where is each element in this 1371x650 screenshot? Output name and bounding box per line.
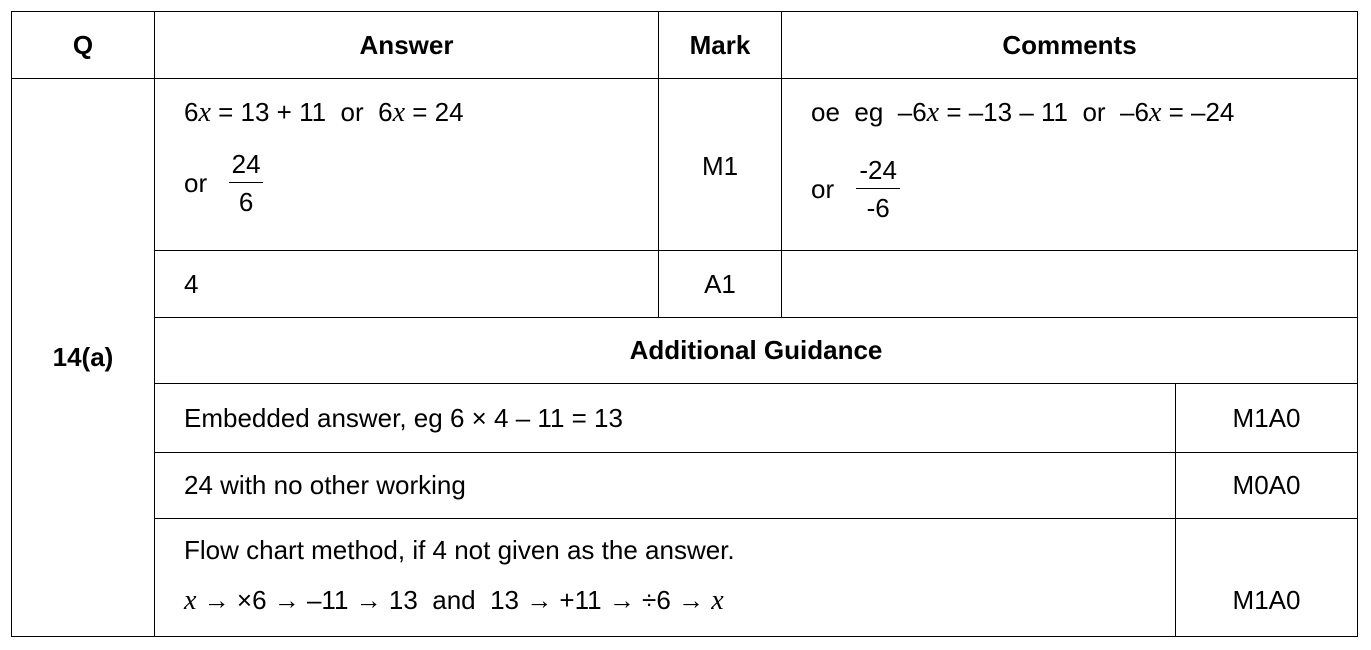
row2-mark: A1: [704, 268, 736, 299]
guidance-1-mark: M1A0: [1232, 402, 1301, 433]
row1-answer-equation: 6x = 13 + 11 or 6x = 24: [184, 97, 464, 128]
guidance-3-mark: M1A0: [1232, 585, 1301, 615]
row1-answer: [155, 79, 658, 250]
guidance-3-flow: x → ×6 → –11 → 13 and 13 → +11 → ÷6 → x: [184, 585, 724, 616]
answer-fraction: $\frac{24}{6}$: [229, 149, 263, 218]
guidance-2-mark: M0A0: [1232, 470, 1301, 500]
guidance-title: Additional Guidance: [629, 335, 883, 365]
header-q: Q: [72, 29, 94, 60]
guidance-2-text: 24 with no other working: [184, 470, 466, 500]
guidance-1-text: Embedded answer, eg 6 × 4 – 11 = 13: [184, 402, 623, 433]
guidance-3-line1: Flow chart method, if 4 not given as the answer.: [184, 535, 735, 565]
row1-comments-fraction-line: or $\frac{-24}{-6}$: [811, 155, 900, 224]
header-comments: Comments: [1002, 29, 1137, 60]
row2-comments: [782, 251, 1357, 317]
row1-answer-fraction-line: or $\frac{24}{6}$: [184, 149, 263, 218]
row1-mark: M1: [701, 151, 739, 181]
guidance-3: [155, 519, 1175, 636]
mark-scheme-table: [11, 11, 1358, 637]
row2-answer: 4: [184, 268, 199, 299]
comment-fraction: $\frac{-24}{-6}$: [856, 155, 900, 224]
question-number: 14(a): [52, 342, 114, 372]
header-mark: Mark: [689, 29, 751, 60]
header-answer: Answer: [359, 29, 454, 60]
row1-comments-equation: oe eg –6x = –13 – 11 or –6x = –24: [811, 97, 1235, 128]
row1-comments: [782, 79, 1357, 250]
